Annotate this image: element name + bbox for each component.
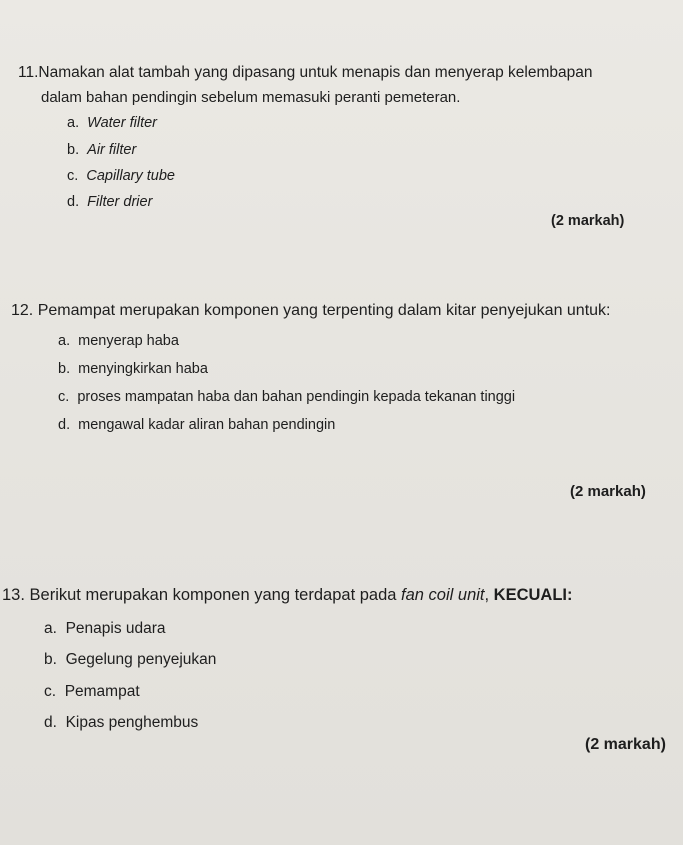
- q11-option-c: c. Capillary tube: [67, 168, 176, 184]
- q13-option-a: a. Penapis udara: [44, 620, 166, 637]
- q13-option-c: c. Pemampat: [44, 683, 140, 700]
- q13-line1: 13. Berikut merupakan komponen yang terdapat pada fan coil unit, KECUALI:: [2, 586, 573, 604]
- q12-option-d: d. mengawal kadar aliran bahan pendingin: [58, 417, 336, 433]
- q13-option-b: b. Gegelung penyejukan: [44, 651, 217, 668]
- q11-option-d: d. Filter drier: [67, 194, 153, 210]
- q13-option-d: d. Kipas penghembus: [44, 714, 199, 731]
- q12-marks: (2 markah): [570, 483, 646, 500]
- q12-option-a: a. menyerap haba: [58, 333, 179, 349]
- q13-marks: (2 markah): [585, 736, 666, 753]
- q11-line2: dalam bahan pendingin sebelum memasuki peranti pemeteran.: [41, 89, 461, 106]
- q11-option-b: b. Air filter: [67, 142, 137, 158]
- q12-option-c: c. proses mampatan haba dan bahan pendingin kepada tekanan tinggi: [58, 389, 516, 405]
- q11-line1: 11.Namakan alat tambah yang dipasang untuk menapis dan menyerap kelembapan: [18, 64, 593, 81]
- q11-option-a: a. Water filter: [67, 115, 157, 131]
- q12-line1: 12. Pemampat merupakan komponen yang terpenting dalam kitar penyejukan untuk:: [11, 302, 611, 319]
- q12-option-b: b. menyingkirkan haba: [58, 361, 208, 377]
- q11-marks: (2 markah): [551, 213, 625, 229]
